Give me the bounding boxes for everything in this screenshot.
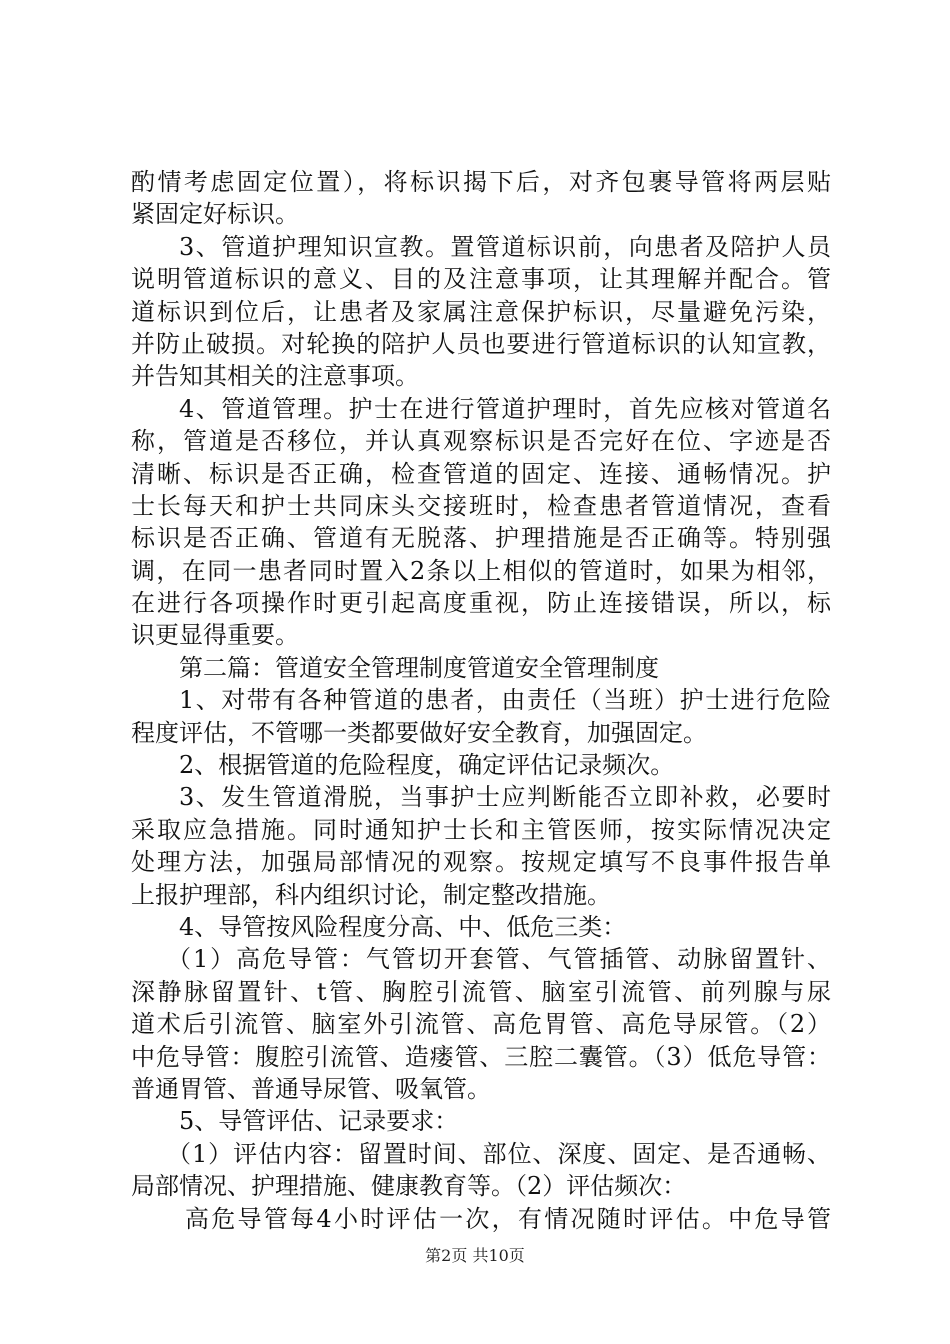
text-line: 2、根据管道的危险程度，确定评估记录频次。 [179,751,675,780]
text-line: 4、管道管理。护士在进行管道护理时，首先应核对管道名 [179,394,831,423]
text-line: 紧固定好标识。 [131,200,299,229]
text-line: 在进行各项操作时更引起高度重视，防止连接错误，所以，标 [131,589,831,618]
text-line: 4、导管按风险程度分高、中、低危三类： [179,912,627,941]
page-number: 第2页 共10页 [425,1246,525,1265]
text-line: （1）高危导管：气管切开套管、气管插管、动脉留置针、 [167,945,831,974]
text-line: 高危导管每4小时评估一次，有情况随时评估。中危导管 [185,1204,831,1233]
text-line: 上报护理部，科内组织讨论，制定整改措施。 [131,880,611,909]
text-line: 处理方法，加强局部情况的观察。按规定填写不良事件报告单 [131,848,831,877]
text-line: 5、导管评估、记录要求： [179,1107,459,1136]
text-line: 标识是否正确、管道有无脱落、护理措施是否正确等。特别强 [131,524,831,553]
text-line: 3、管道护理知识宣教。置管道标识前，向患者及陪护人员 [179,232,831,261]
text-line: 普通胃管、普通导尿管、吸氧管。 [131,1074,491,1103]
text-line: 士长每天和护士共同床头交接班时，检查患者管道情况，查看 [131,491,831,520]
page-footer [0,1243,950,1266]
text-line: 清晰、标识是否正确，检查管道的固定、连接、通畅情况。护 [131,459,831,488]
text-line: 道术后引流管、脑室外引流管、高危胃管、高危导尿管。（2） [131,1010,831,1039]
text-line: 道标识到位后，让患者及家属注意保护标识，尽量避免污染， [131,297,831,326]
text-line: 3、发生管道滑脱，当事护士应判断能否立即补救，必要时 [179,783,831,812]
text-line: 1、对带有各种管道的患者，由责任（当班）护士进行危险 [179,686,831,715]
document-body [131,166,831,1235]
text-line: 酌情考虑固定位置），将标识揭下后，对齐包裹导管将两层贴 [131,168,831,196]
text-line: 说明管道标识的意义、目的及注意事项，让其理解并配合。管 [131,265,831,294]
text-line: 中危导管：腹腔引流管、造瘘管、三腔二囊管。（3）低危导管： [131,1042,831,1071]
text-line: （1）评估内容：留置时间、部位、深度、固定、是否通畅、 [167,1139,831,1168]
text-line: 深静脉留置针、t管、胸腔引流管、脑室引流管、前列腺与尿 [131,977,831,1006]
text-line: 称，管道是否移位，并认真观察标识是否完好在位、字迹是否 [131,427,831,456]
text-line: 程度评估，不管哪一类都要做好安全教育，加强固定。 [131,718,707,747]
text-line: 并防止破损。对轮换的陪护人员也要进行管道标识的认知宣教， [131,329,831,358]
text-line: 识更显得重要。 [131,621,299,650]
text-line: 采取应急措施。同时通知护士长和主管医师，按实际情况决定 [131,815,831,844]
text-line: 调，在同一患者同时置入2条以上相似的管道时，如果为相邻， [131,556,831,585]
text-line: 并告知其相关的注意事项。 [131,362,419,391]
section-heading: 第二篇：管道安全管理制度管道安全管理制度 [179,653,659,682]
text-line: 局部情况、护理措施、健康教育等。（2）评估频次： [131,1172,687,1201]
